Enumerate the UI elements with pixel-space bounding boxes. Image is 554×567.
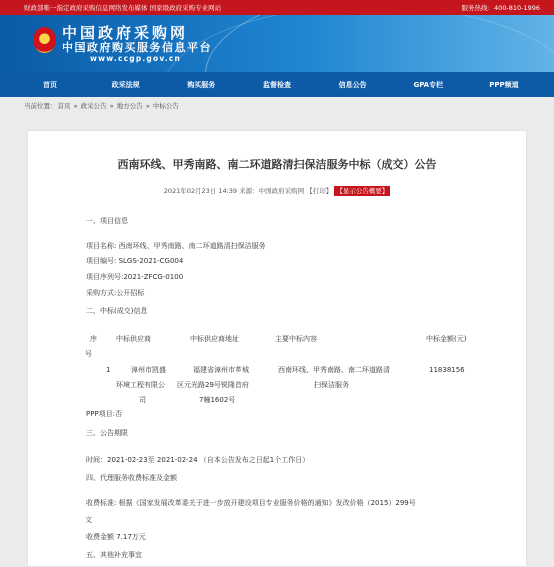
main-nav bbox=[0, 72, 554, 97]
ppp-status: PPP项目:否 bbox=[86, 410, 123, 418]
announcement-period: 时间：2021-02-23至 2021-02-24 （自本公告发布之日起1个工作日） bbox=[86, 456, 310, 464]
table-header-supplier: 中标供应商 bbox=[116, 335, 151, 343]
section-heading: 二、中标(成交)信息 bbox=[86, 307, 148, 315]
table-header-content: 主要中标内容 bbox=[275, 335, 317, 343]
procurement-method: 采购方式:公开招标 bbox=[86, 289, 145, 297]
row-address-line: 区元光路29号锐隆首府 bbox=[177, 381, 249, 389]
breadcrumb-separator: » bbox=[109, 102, 114, 110]
breadcrumb-separator: » bbox=[73, 102, 78, 110]
announcement-article bbox=[27, 130, 527, 567]
row-address-line: 7幢1602号 bbox=[199, 396, 236, 404]
site-banner bbox=[0, 15, 554, 72]
row-supplier-line: 环境工程有限公 bbox=[116, 381, 165, 389]
show-summary-button[interactable]: 【显示公告概要】 bbox=[336, 187, 389, 195]
breadcrumb-prefix: 当前位置： bbox=[24, 102, 57, 110]
breadcrumb-announcements[interactable]: 政采公告 bbox=[80, 102, 107, 110]
nav-supervision[interactable]: 监督检查 bbox=[262, 80, 291, 89]
publish-date: 2021年02月23日 14:39 bbox=[163, 187, 238, 195]
breadcrumb-home[interactable]: 首页 bbox=[57, 102, 71, 110]
nav-gpa[interactable]: GPA专栏 bbox=[413, 80, 444, 89]
print-link[interactable]: 【打印】 bbox=[306, 187, 333, 195]
table-header-amount: 中标金额(元) bbox=[426, 335, 467, 343]
section-heading: 五、其他补充事宜 bbox=[86, 551, 142, 559]
site-logo[interactable] bbox=[62, 25, 212, 64]
nav-regulations[interactable]: 政采法规 bbox=[111, 80, 140, 89]
project-serial: 项目序列号:2021-ZFCG-0100 bbox=[86, 273, 184, 281]
nav-purchase-service[interactable]: 购买服务 bbox=[187, 80, 216, 89]
table-header-seq-2: 号 bbox=[85, 350, 92, 358]
nav-home[interactable]: 首页 bbox=[43, 80, 57, 89]
top-bar bbox=[0, 0, 554, 15]
row-supplier-line: 漳州市凯盛 bbox=[131, 366, 166, 374]
site-name: 中国政府采购网 bbox=[62, 24, 189, 42]
breadcrumb-separator: » bbox=[145, 102, 150, 110]
section-heading: 一、项目信息 bbox=[86, 217, 128, 225]
nav-ppp[interactable]: PPP频道 bbox=[489, 80, 519, 89]
row-content-line: 扫保洁服务 bbox=[314, 381, 349, 389]
breadcrumb-local[interactable]: 地方公告 bbox=[116, 102, 143, 110]
article-source: 来源：中国政府采购网 bbox=[239, 187, 305, 195]
project-name: 项目名称: 西南环线、甲秀南路、南二环道路清扫保洁服务 bbox=[86, 242, 266, 250]
fee-basis-tail: 文 bbox=[85, 516, 92, 524]
section-heading: 四、代理服务收费标准及金额 bbox=[86, 474, 177, 482]
row-address-line: 福建省漳州市芗城 bbox=[193, 366, 249, 374]
breadcrumb bbox=[0, 97, 554, 116]
article-title: 西南环线、甲秀南路、南二环道路清扫保洁服务中标（成交）公告 bbox=[117, 158, 437, 171]
site-subname: 中国政府购买服务信息平台 bbox=[62, 41, 212, 54]
article-meta bbox=[28, 186, 526, 195]
project-code: 项目编号: SLGS-2021-CG004 bbox=[86, 257, 184, 265]
fee-amount: 收费金额 7.17万元 bbox=[86, 533, 146, 541]
row-seq: 1 bbox=[106, 366, 111, 374]
nav-announcements[interactable]: 信息公告 bbox=[338, 80, 367, 89]
section-heading: 三、公告期限 bbox=[86, 429, 128, 437]
table-header-seq: 序 bbox=[90, 335, 97, 343]
fee-basis: 收费标准: 根据《国家发展改革委关于进一步放开建设项目专业服务价格的通知》发改价格（2015）299号 bbox=[86, 499, 416, 507]
banner-decoration bbox=[160, 15, 554, 72]
national-emblem-icon: ★ bbox=[33, 27, 56, 53]
table-header-address: 中标供应商地址 bbox=[190, 335, 239, 343]
site-url: www.ccgp.gov.cn bbox=[90, 54, 182, 63]
service-hotline: 服务热线：400-810-1996 bbox=[461, 4, 540, 12]
row-supplier-line: 司 bbox=[139, 396, 146, 404]
breadcrumb-award[interactable]: 中标公告 bbox=[152, 102, 179, 110]
row-content-line: 西南环线、甲秀南路、南二环道路清 bbox=[278, 366, 390, 374]
top-bar-slogan: 财政部唯一指定政府采购信息网络发布媒体 国家级政府采购专业网站 bbox=[24, 4, 222, 12]
row-amount: 11838156 bbox=[429, 366, 465, 374]
